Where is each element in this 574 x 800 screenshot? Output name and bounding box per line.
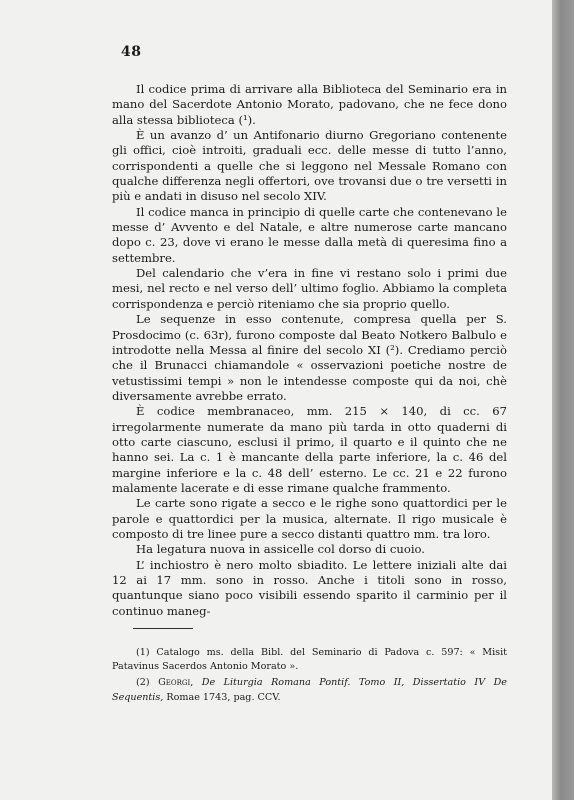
paragraph-2: È un avanzo d’ un Antifonario diurno Gregoriano contenente gli offici, cioè introiti, graduali ecc. delle messe di tutto l’anno, corrispondenti a quelle che si leggono nel Messale Romano con qualche differenza negli offertori, ove trovansi due o tre versetti in più e andati in disuso nel secolo XIV. bbox=[112, 128, 507, 204]
footnote-divider bbox=[133, 628, 193, 629]
footnotes bbox=[112, 646, 507, 705]
footnote-2-title: De Liturgia Romana Pontif. Tomo II, Dissertatio IV De Sequentis, bbox=[112, 677, 507, 703]
footnote-1: (1) Catalogo ms. della Bibl. del Seminario di Padova c. 597: « Misit Patavinus Sacerdos Antonio Morato ». bbox=[112, 647, 507, 673]
paragraph-3: Il codice manca in principio di quelle carte che contenevano le messe d’ Avvento e del Natale, e altre numerose carte mancano dopo c. 23, dove vi erano le messe dalla metà di queresima fino a settembre. bbox=[112, 204, 507, 265]
footnote-2-marker: (2) bbox=[136, 677, 150, 689]
body-text bbox=[112, 82, 507, 619]
paragraph-5: Le sequenze in esso contenute, compresa quella per S. Prosdocimo (c. 63r), furono composte dal Beato Notkero Balbulo e introdotte nella Messa al finire del secolo XI (²). Crediamo perciò che il Brunacci chiamandole « osservazioni poetiche nostre de vetustissimi tempi » non le intendesse composte qui da noi, chè diversamente avrebbe errato. bbox=[112, 312, 507, 403]
paragraph-8: Ha legatura nuova in assicelle col dorso di cuoio. bbox=[136, 542, 425, 557]
paragraph-4: Del calendario che v’era in fine vi restano solo i primi due mesi, nel recto e nel verso dell’ ultimo foglio. Abbiamo la completa corrispondenza e perciò riteniamo che sia proprio quello. bbox=[112, 266, 507, 311]
footnote-2-publication: Romae 1743, pag. CCV. bbox=[166, 691, 281, 703]
page-edge-shadow bbox=[552, 0, 574, 800]
paragraph-7: Le carte sono rigate a secco e le righe sono quattordici per le parole e quattordici per la musica, alternate. Il rigo musicale è composto di tre linee pure a secco distanti quattro mm. tra loro. bbox=[112, 496, 507, 541]
paragraph-1: Il codice prima di arrivare alla Biblioteca del Seminario era in mano del Sacerdote Antonio Morato, padovano, che ne fece dono alla stessa biblioteca (¹). bbox=[112, 82, 507, 127]
paragraph-6: È codice membranaceo, mm. 215 × 140, di cc. 67 irregolarmente numerate da mano più tarda in otto quaderni di otto carte ciascuno, esclusi il primo, il quarto e il quinto che ne hanno sei. La c. 1 è mancante della parte inferiore, la c. 46 del margine inferiore e la c. 48 dell’ esterno. Le cc. 21 e 22 furono malamente lacerate e di esse rimane qualche frammento. bbox=[112, 404, 507, 495]
paragraph-9: L’ inchiostro è nero molto sbiadito. Le lettere iniziali alte dai 12 ai 17 mm. sono in rosso. Anche i titoli sono in rosso, quantunque siano poco visibili essendo sparito il carminio per il continuo maneg- bbox=[112, 557, 507, 618]
footnote-2 bbox=[112, 676, 507, 704]
page-number: 48 bbox=[121, 44, 142, 60]
footnote-2-author: Georgi, bbox=[158, 677, 194, 689]
